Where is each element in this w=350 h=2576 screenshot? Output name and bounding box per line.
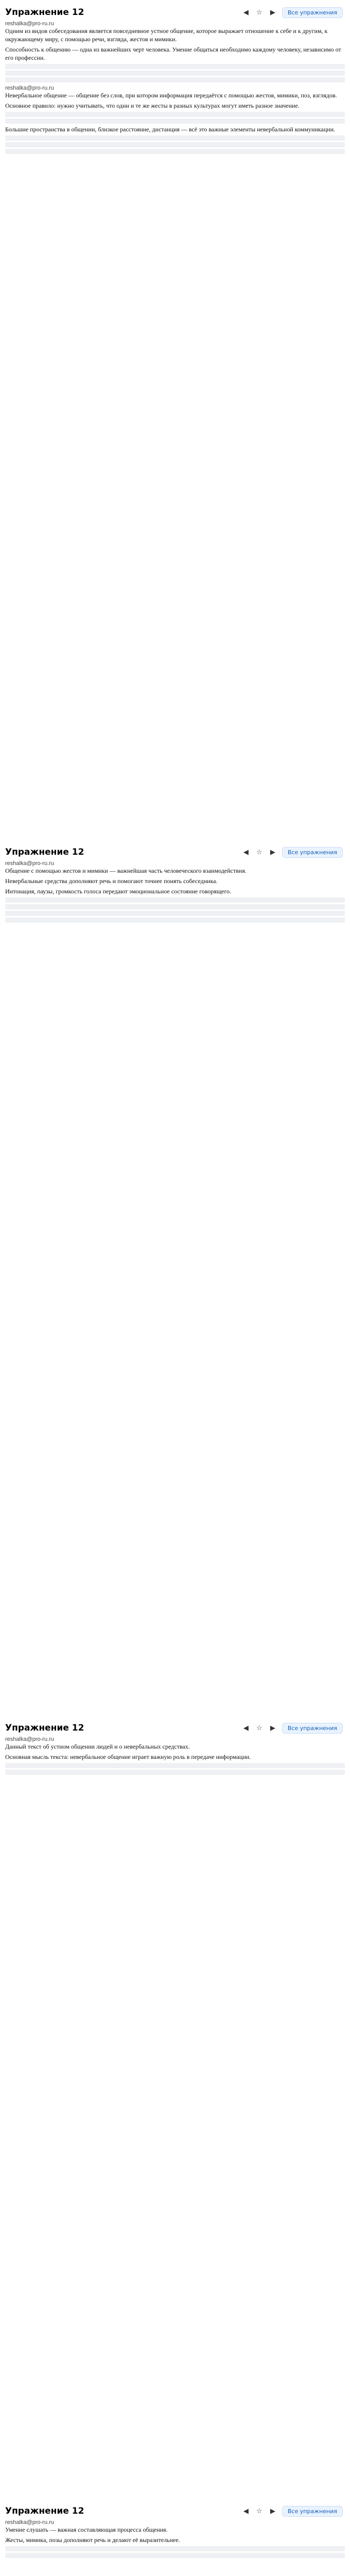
paragraph: Способность к общению — одна из важнейших черт человека. Умение общаться необходимо каждому человеку, независимо от его профессии. — [5, 46, 341, 61]
prev-icon[interactable]: ◀ — [243, 1724, 249, 1732]
text-line — [5, 911, 345, 916]
text-line — [5, 1770, 345, 1775]
paragraph: Интонация, паузы, громкость голоса передают эмоциональное состояние говорящего. — [5, 888, 232, 895]
text-line — [5, 118, 345, 124]
text-line — [5, 142, 345, 147]
next-icon[interactable]: ▶ — [270, 1724, 275, 1732]
exercise-section-3 — [0, 1716, 350, 2499]
exercise-title: Упражнение 12 — [5, 7, 84, 18]
text-line — [5, 77, 345, 82]
exercise-text — [0, 1735, 350, 1775]
exercise-header — [0, 2499, 350, 2518]
all-exercises-button[interactable]: Все упражнения — [282, 1723, 343, 1734]
all-exercises-button[interactable]: Все упражнения — [282, 2506, 343, 2517]
paragraph: Невербальные средства дополняют речь и помогают точнее понять собеседника. — [5, 877, 218, 885]
paragraph: Данный текст об устном общении людей и о невербальных средствах. — [5, 1743, 190, 1750]
paragraph: Одним из видов собеседования является повседневное устное общение, которое выражает отношение к себе и к другим, к окружающему миру, с помощью речи, взгляда, жестов и мимики. — [5, 27, 328, 43]
watermark: reshalka@pro-ru.ru — [5, 85, 54, 91]
all-exercises-button[interactable]: Все упражнения — [282, 847, 343, 858]
paragraph: Жесты, мимика, позы дополняют речь и делают её выразительнее. — [5, 2536, 180, 2544]
text-line — [5, 71, 345, 76]
next-icon[interactable]: ▶ — [270, 848, 275, 856]
exercise-text — [0, 20, 350, 154]
exercise-tools — [242, 1723, 343, 1734]
star-icon[interactable]: ☆ — [256, 8, 262, 16]
text-line — [5, 2553, 345, 2558]
exercise-header — [0, 840, 350, 859]
prev-icon[interactable]: ◀ — [243, 848, 249, 856]
text-line — [5, 2546, 345, 2551]
exercise-header — [0, 0, 350, 20]
next-icon[interactable]: ▶ — [270, 2507, 275, 2515]
paragraph: Основное правило: нужно учитывать, что одни и те же жесты в разных культурах могут иметь разное значение. — [5, 102, 300, 109]
text-line — [5, 135, 345, 141]
exercise-title: Упражнение 12 — [5, 847, 84, 857]
paragraph: Основная мысль текста: невербальное общение играет важную роль в передаче информации. — [5, 1753, 251, 1760]
prev-icon[interactable]: ◀ — [243, 8, 249, 16]
all-exercises-button[interactable]: Все упражнения — [282, 7, 343, 18]
paragraph: Большие пространства в общении, близкое расстояние, дистанция — всё это важные элементы невербальной коммуникации. — [5, 126, 335, 133]
exercise-tools — [242, 847, 343, 858]
watermark: reshalka@pro-ru.ru — [5, 2519, 54, 2526]
exercise-text — [0, 2518, 350, 2558]
watermark: reshalka@pro-ru.ru — [5, 21, 54, 27]
next-icon[interactable]: ▶ — [270, 8, 275, 16]
paragraph: Невербальное общение — общение без слов, при котором информация передаётся с помощью жестов, мимики, поз, взглядов. — [5, 92, 337, 99]
watermark: reshalka@pro-ru.ru — [5, 860, 54, 867]
text-line — [5, 1763, 345, 1768]
text-line — [5, 149, 345, 154]
paragraph: Умение слушать — важная составляющая процесса общения. — [5, 2526, 168, 2533]
text-line — [5, 918, 345, 923]
paragraph: Общение с помощью жестов и мимики — важнейшая часть человеческого взаимодействия. — [5, 867, 247, 874]
star-icon[interactable]: ☆ — [256, 1724, 262, 1732]
exercise-title: Упражнение 12 — [5, 1723, 84, 1733]
exercise-header — [0, 1716, 350, 1735]
star-icon[interactable]: ☆ — [256, 2507, 262, 2515]
prev-icon[interactable]: ◀ — [243, 2507, 249, 2515]
watermark: reshalka@pro-ru.ru — [5, 1736, 54, 1742]
exercise-section-1 — [0, 0, 350, 840]
exercise-text — [0, 859, 350, 923]
exercise-section-4 — [0, 2499, 350, 2576]
exercise-title: Упражнение 12 — [5, 2506, 84, 2516]
exercise-section-2 — [0, 840, 350, 1716]
star-icon[interactable]: ☆ — [256, 848, 262, 856]
exercise-tools — [242, 2506, 343, 2517]
text-line — [5, 64, 345, 69]
exercise-tools — [242, 7, 343, 18]
text-line — [5, 904, 345, 909]
text-line — [5, 897, 345, 903]
text-line — [5, 112, 345, 117]
